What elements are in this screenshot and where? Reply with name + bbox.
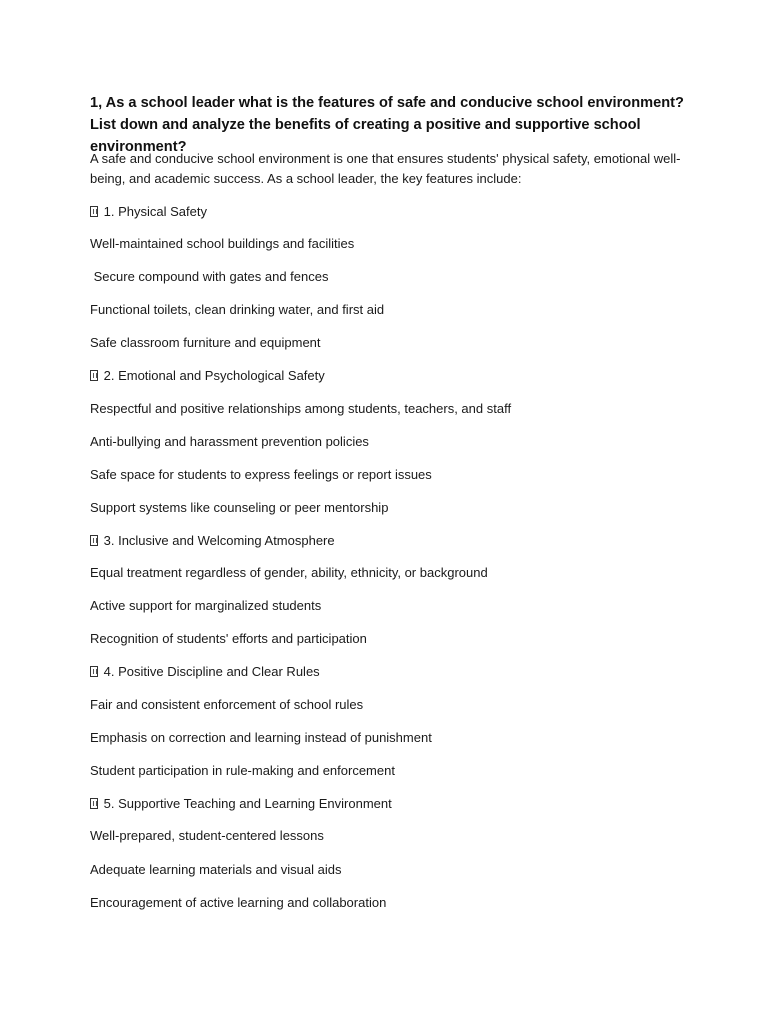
section-heading [90,533,335,549]
list-item: Encouragement of active learning and collaboration [90,895,387,910]
question-title: 1, As a school leader what is the features of safe and conducive school environment? List down and analyze the benefits of creating a positive and supportive school environment? [90,95,684,155]
list-item: Respectful and positive relationships among students, teachers, and staff [90,401,512,416]
missing-glyph-icon [90,798,98,809]
section-heading-text: 5. Supportive Teaching and Learning Environment [103,796,392,811]
list-item: Well-prepared, student-centered lessons [90,828,324,843]
section-heading [90,664,320,680]
list-item: Well-maintained school buildings and facilities [90,236,355,251]
list-item: Emphasis on correction and learning instead of punishment [90,730,432,745]
list-item: Equal treatment regardless of gender, ability, ethnicity, or background [90,565,488,580]
intro-paragraph: A safe and conducive school environment is one that ensures students' physical safety, emotional well-being, and academic success. As a school leader, the key features include: [90,151,681,186]
section-heading-text: 2. Emotional and Psychological Safety [103,368,325,383]
section-heading-text: 4. Positive Discipline and Clear Rules [103,664,320,679]
list-item: Recognition of students' efforts and participation [90,631,367,646]
list-item: Safe space for students to express feelings or report issues [90,467,432,482]
list-item: Student participation in rule-making and enforcement [90,763,395,778]
missing-glyph-icon [90,666,98,677]
list-item: Anti-bullying and harassment prevention policies [90,434,369,449]
list-item: Active support for marginalized students [90,598,322,613]
list-item: Functional toilets, clean drinking water, and first aid [90,302,385,317]
missing-glyph-icon [90,370,98,381]
section-heading-text: 3. Inclusive and Welcoming Atmosphere [103,533,335,548]
list-item: Fair and consistent enforcement of school rules [90,697,364,712]
section-heading [90,796,392,812]
missing-glyph-icon [90,535,98,546]
section-heading [90,204,207,220]
list-item: Secure compound with gates and fences [90,269,329,284]
list-item: Adequate learning materials and visual aids [90,862,342,877]
section-heading-text: 1. Physical Safety [103,204,207,219]
missing-glyph-icon [90,206,98,217]
list-item: Support systems like counseling or peer mentorship [90,500,389,515]
section-heading [90,368,325,384]
list-item: Safe classroom furniture and equipment [90,335,321,350]
